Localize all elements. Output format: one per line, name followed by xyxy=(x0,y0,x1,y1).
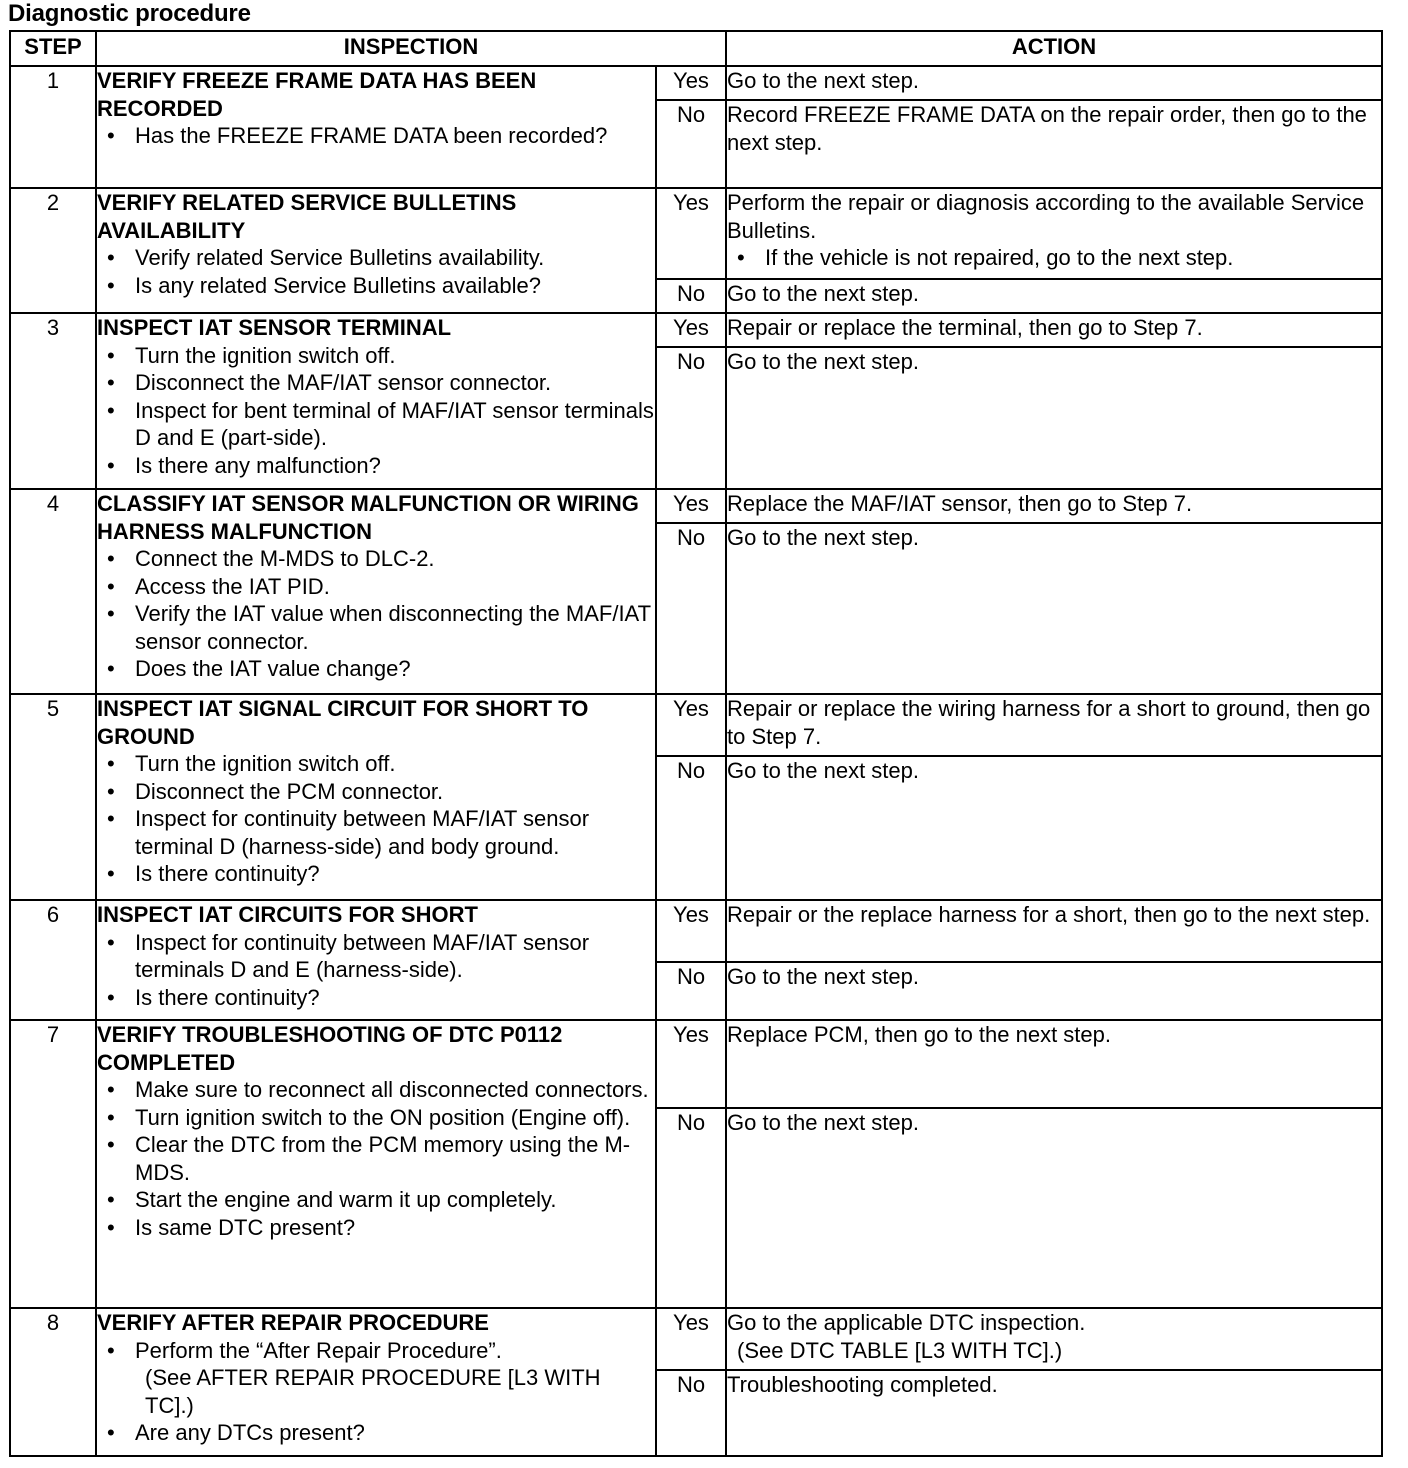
inspection-bullet: • Does the IAT value change? xyxy=(97,655,655,683)
step-number: 2 xyxy=(10,188,96,313)
step-number: 8 xyxy=(10,1308,96,1456)
inspection-bullet: • Start the engine and warm it up completely. xyxy=(97,1186,655,1214)
yes-action-reference: (See DTC TABLE [L3 WITH TC].) xyxy=(737,1337,1063,1363)
inspection-cell xyxy=(96,1308,656,1456)
inspection-bullet: • Disconnect the MAF/IAT sensor connector. xyxy=(97,369,655,397)
inspection-bullet: • Turn the ignition switch off. xyxy=(97,342,655,370)
inspection-title: INSPECT IAT SIGNAL CIRCUIT FOR SHORT TO GROUND xyxy=(97,696,589,749)
yes-action: Replace PCM, then go to the next step. xyxy=(726,1020,1382,1108)
step-number: 1 xyxy=(10,66,96,188)
inspection-cell xyxy=(96,66,656,188)
inspection-cell xyxy=(96,900,656,1020)
no-label: No xyxy=(656,962,726,1020)
inspection-bullet: • Is there any malfunction? xyxy=(97,452,655,480)
inspection-bullet xyxy=(97,1337,655,1420)
inspection-bullet: • Inspect for bent terminal of MAF/IAT sensor terminals D and E (part-side). xyxy=(97,397,655,452)
inspection-bullet-text: • Perform the “After Repair Procedure”. xyxy=(135,1337,502,1363)
yes-action: Perform the repair or diagnosis according to the available Service Bulletins. xyxy=(727,190,1365,243)
no-label: No xyxy=(656,1370,726,1456)
yes-action: Repair or replace the terminal, then go to Step 7. xyxy=(726,313,1382,347)
step-number: 3 xyxy=(10,313,96,489)
table-row xyxy=(10,1020,1382,1108)
header-action: ACTION xyxy=(726,31,1382,66)
step-number: 4 xyxy=(10,489,96,694)
yes-action-bullet: • If the vehicle is not repaired, go to the next step. xyxy=(727,244,1381,272)
no-label: No xyxy=(656,347,726,489)
no-action: Go to the next step. xyxy=(726,1108,1382,1308)
step-number: 5 xyxy=(10,694,96,900)
inspection-bullet: • Access the IAT PID. xyxy=(97,573,655,601)
yes-label: Yes xyxy=(656,1020,726,1108)
inspection-bullet: • Inspect for continuity between MAF/IAT sensor terminal D (harness-side) and body ground. xyxy=(97,805,655,860)
table-row xyxy=(10,1308,1382,1370)
inspection-title: VERIFY FREEZE FRAME DATA HAS BEEN RECORDED xyxy=(97,68,537,121)
inspection-title: VERIFY TROUBLESHOOTING OF DTC P0112 COMPLETED xyxy=(97,1022,563,1075)
inspection-bullet: • Are any DTCs present? xyxy=(97,1419,655,1447)
table-row xyxy=(10,694,1382,756)
no-action: Go to the next step. xyxy=(726,279,1382,313)
inspection-cell xyxy=(96,313,656,489)
inspection-bullet: • Is any related Service Bulletins available? xyxy=(97,272,655,300)
inspection-bullet: • Is there continuity? xyxy=(97,984,655,1012)
inspection-bullet: • Turn ignition switch to the ON position (Engine off). xyxy=(97,1104,655,1132)
no-action: Go to the next step. xyxy=(726,523,1382,694)
inspection-bullet: • Is same DTC present? xyxy=(97,1214,655,1242)
no-label: No xyxy=(656,1108,726,1308)
yes-action: Replace the MAF/IAT sensor, then go to Step 7. xyxy=(726,489,1382,523)
yes-label: Yes xyxy=(656,694,726,756)
yes-label: Yes xyxy=(656,900,726,962)
inspection-bullet: • Verify related Service Bulletins availability. xyxy=(97,244,655,272)
step-number: 7 xyxy=(10,1020,96,1308)
inspection-bullet-reference: (See AFTER REPAIR PROCEDURE [L3 WITH TC].) xyxy=(145,1365,601,1418)
inspection-cell xyxy=(96,1020,656,1308)
table-row xyxy=(10,900,1382,962)
no-action: Go to the next step. xyxy=(726,347,1382,489)
yes-action-cell xyxy=(726,1308,1382,1370)
inspection-title: VERIFY AFTER REPAIR PROCEDURE xyxy=(97,1310,489,1335)
inspection-bullet: • Is there continuity? xyxy=(97,860,655,888)
no-label: No xyxy=(656,100,726,188)
yes-label: Yes xyxy=(656,489,726,523)
table-row xyxy=(10,188,1382,279)
table-row xyxy=(10,66,1382,100)
inspection-bullet: • Has the FREEZE FRAME DATA been recorded? xyxy=(97,122,655,150)
yes-label: Yes xyxy=(656,66,726,100)
inspection-bullet: • Make sure to reconnect all disconnected connectors. xyxy=(97,1076,655,1104)
inspection-bullet: • Disconnect the PCM connector. xyxy=(97,778,655,806)
no-action: Troubleshooting completed. xyxy=(726,1370,1382,1456)
header-inspection: INSPECTION xyxy=(96,31,726,66)
yes-label: Yes xyxy=(656,313,726,347)
no-label: No xyxy=(656,756,726,900)
inspection-cell xyxy=(96,489,656,694)
page-title: Diagnostic procedure xyxy=(8,0,251,27)
inspection-bullet: • Clear the DTC from the PCM memory using the M-MDS. xyxy=(97,1131,655,1186)
table-row xyxy=(10,489,1382,523)
inspection-cell xyxy=(96,694,656,900)
header-step: STEP xyxy=(10,31,96,66)
yes-action: Repair or replace the wiring harness for a short to ground, then go to Step 7. xyxy=(726,694,1382,756)
no-action: Go to the next step. xyxy=(726,962,1382,1020)
inspection-bullet: • Verify the IAT value when disconnecting the MAF/IAT sensor connector. xyxy=(97,600,655,655)
no-action: Record FREEZE FRAME DATA on the repair order, then go to the next step. xyxy=(726,100,1382,188)
inspection-bullet: • Turn the ignition switch off. xyxy=(97,750,655,778)
yes-label: Yes xyxy=(656,1308,726,1370)
table-header-row xyxy=(10,31,1382,66)
inspection-bullet: • Inspect for continuity between MAF/IAT sensor terminals D and E (harness-side). xyxy=(97,929,655,984)
step-number: 6 xyxy=(10,900,96,1020)
yes-action-cell xyxy=(726,188,1382,279)
no-label: No xyxy=(656,523,726,694)
yes-action: Go to the applicable DTC inspection. xyxy=(727,1310,1086,1335)
inspection-title: INSPECT IAT SENSOR TERMINAL xyxy=(97,315,452,340)
yes-action: Repair or the replace harness for a short, then go to the next step. xyxy=(726,900,1382,962)
inspection-title: CLASSIFY IAT SENSOR MALFUNCTION OR WIRING HARNESS MALFUNCTION xyxy=(97,491,639,544)
inspection-title: INSPECT IAT CIRCUITS FOR SHORT xyxy=(97,902,478,927)
yes-action: Go to the next step. xyxy=(726,66,1382,100)
inspection-bullet: • Connect the M-MDS to DLC-2. xyxy=(97,545,655,573)
diagnostic-procedure-table xyxy=(9,30,1383,1457)
table-row xyxy=(10,313,1382,347)
no-action: Go to the next step. xyxy=(726,756,1382,900)
inspection-title: VERIFY RELATED SERVICE BULLETINS AVAILABILITY xyxy=(97,190,517,243)
yes-label: Yes xyxy=(656,188,726,279)
inspection-cell xyxy=(96,188,656,313)
no-label: No xyxy=(656,279,726,313)
